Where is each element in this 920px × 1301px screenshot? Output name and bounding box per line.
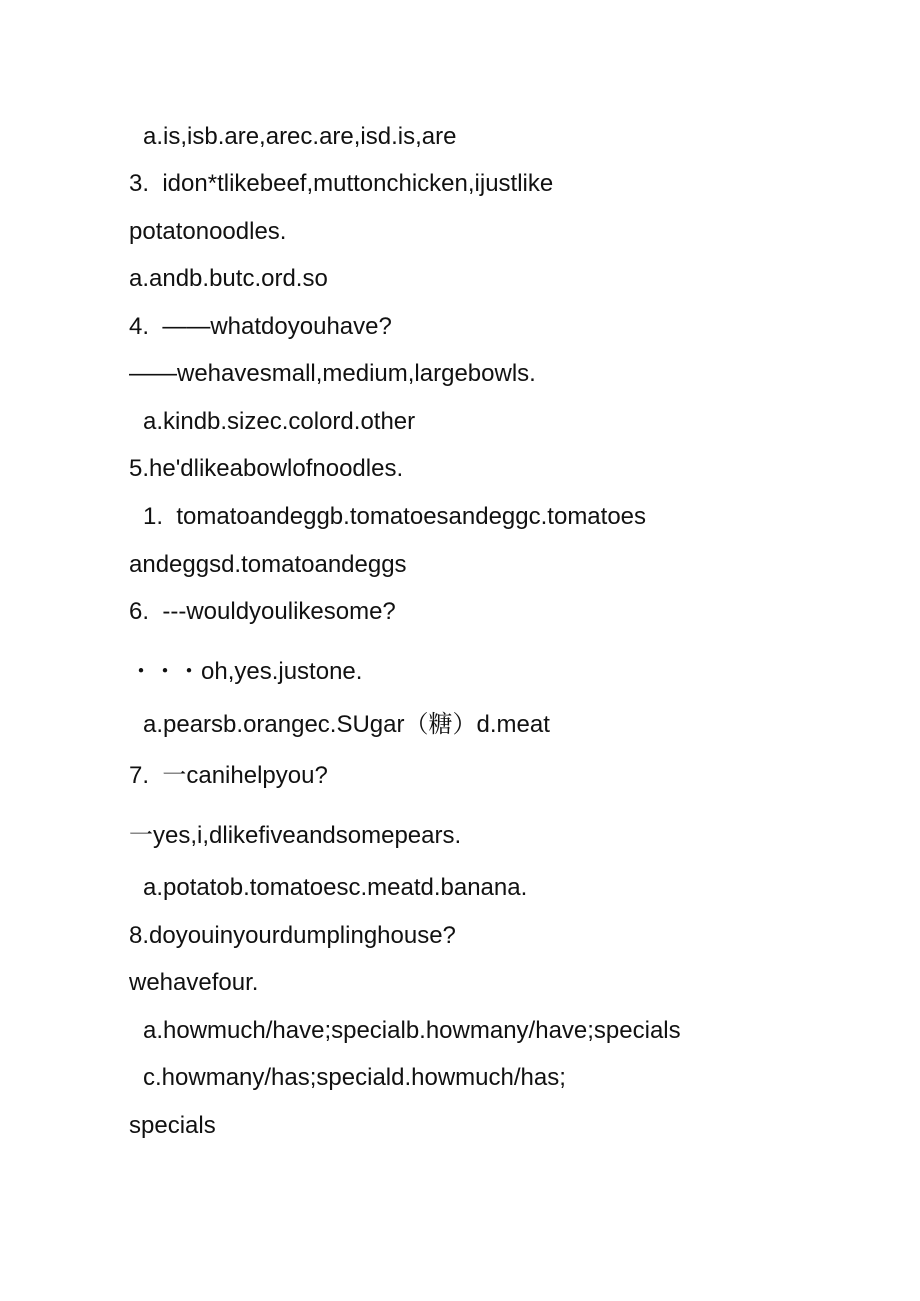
q4-options: a.kindb.sizec.colord.other (143, 408, 416, 435)
q7-options: a.potatob.tomatoesc.meatd.banana. (143, 874, 528, 901)
q8-options-end: specials (129, 1112, 216, 1139)
q3-options: a.andb.butc.ord.so (129, 265, 328, 292)
q4-answer: ——wehavesmall,medium,largebowls. (129, 360, 536, 387)
q3-question-cont: potatonoodles. (129, 218, 287, 245)
q3-question: 3. idon*tlikebeef,muttonchicken,ijustlike (129, 170, 554, 197)
q6-answer: ・・・oh,yes.justone. (129, 658, 363, 685)
q8-options-cont: c.howmany/has;speciald.howmuch/has; (143, 1064, 566, 1091)
q4-question: 4. ——whatdoyouhave? (129, 313, 392, 340)
q8-options: a.howmuch/have;specialb.howmany/have;specials (143, 1017, 681, 1044)
q8-answer: wehavefour. (129, 969, 259, 996)
q8-question: 8.doyouinyourdumplinghouse? (129, 922, 456, 949)
q5-question: 5.he'dlikeabowlofnoodles. (129, 455, 404, 482)
q6-question: 6. ---wouldyoulikesome? (129, 598, 396, 625)
q5-options: 1. tomatoandeggb.tomatoesandeggc.tomatoes (143, 503, 647, 530)
q7-answer: 一yes,i,dlikefiveandsomepears. (129, 822, 462, 849)
q2-options: a.is,isb.are,arec.are,isd.is,are (143, 123, 457, 150)
q7-question: 7. 一canihelpyou? (129, 762, 328, 789)
q6-options: a.pearsb.orangec.SUgar（糖）d.meat (143, 711, 550, 738)
q5-options-cont: andeggsd.tomatoandeggs (129, 551, 407, 578)
